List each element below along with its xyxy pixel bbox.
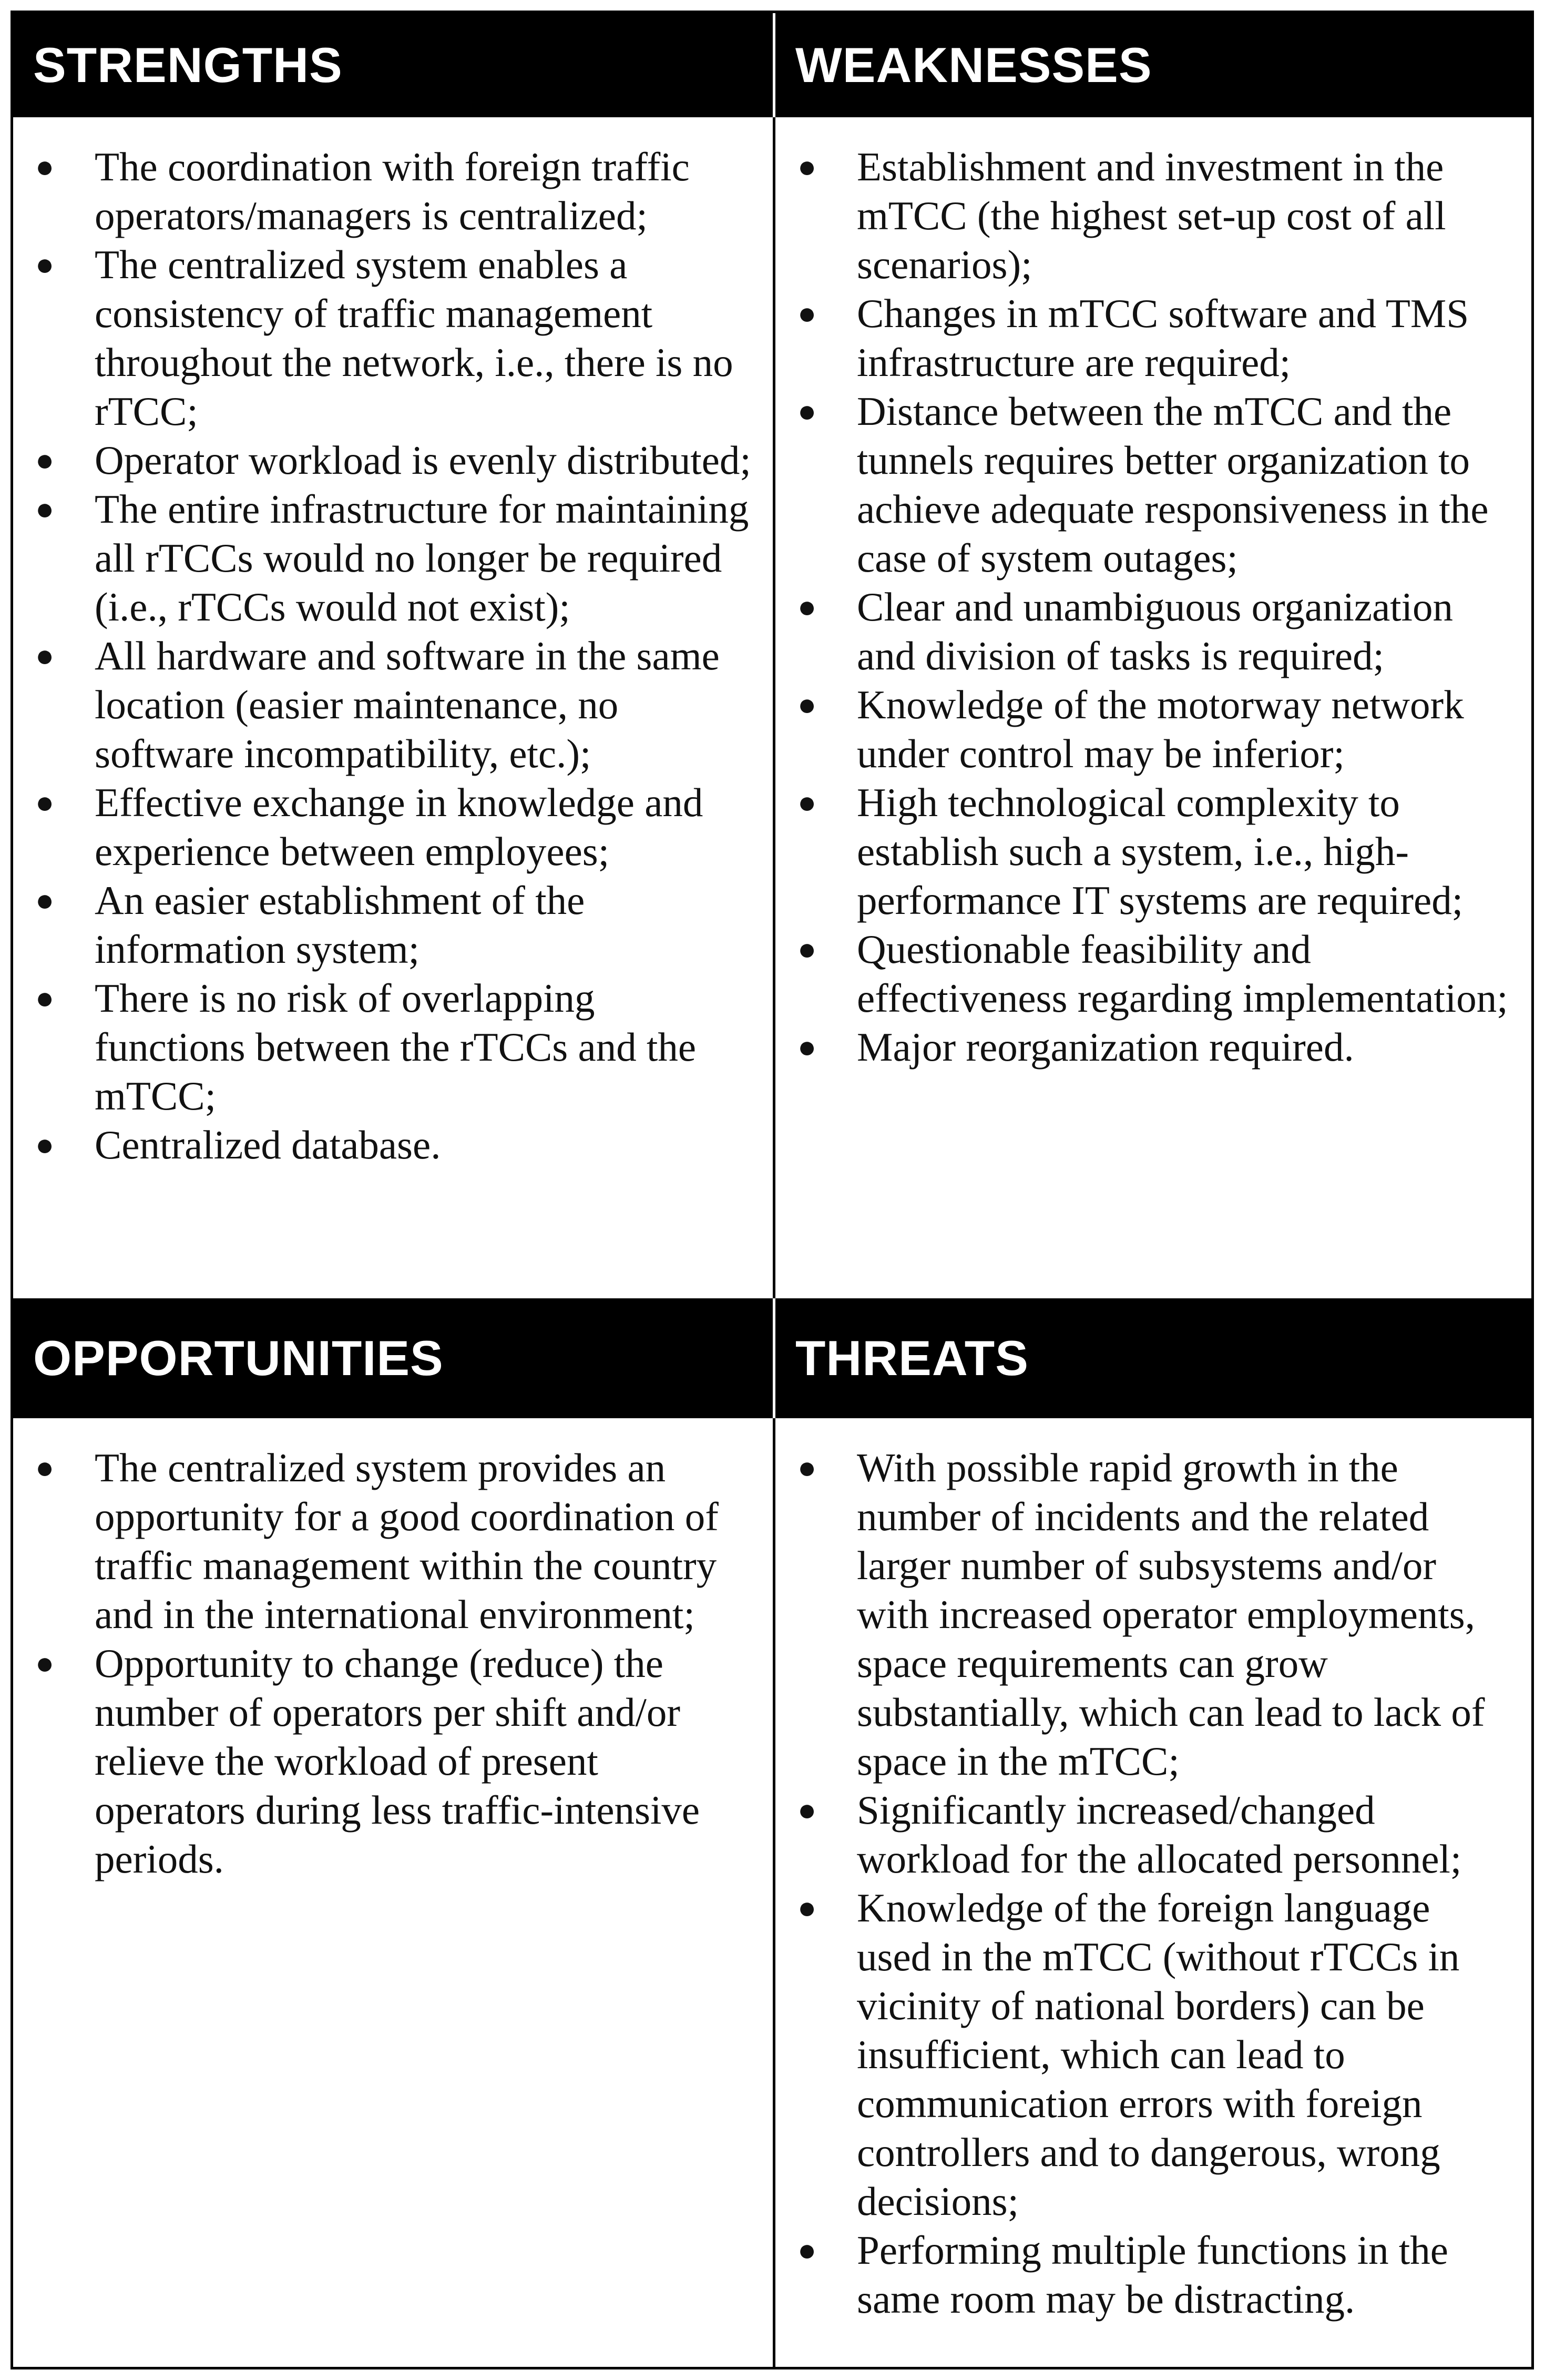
bullet-icon: ● [797, 149, 817, 184]
list-item: ● The centralized system provides an opportunity for a good coordination of traffic management within the country and in the international environment; [24, 1443, 752, 1639]
bullet-icon: ● [35, 981, 55, 1015]
bullet-icon: ● [797, 1450, 817, 1485]
bullet-icon: ● [35, 638, 55, 673]
bullet-icon: ● [797, 687, 817, 722]
list-item: ● There is no risk of overlapping functions between the rTCCs and the mTCC; [24, 974, 752, 1121]
bullet-icon: ● [35, 883, 55, 918]
list-item: ● Major reorganization required. [786, 1023, 1510, 1072]
list-item: ● Questionable feasibility and effectiveness regarding implementation; [786, 925, 1510, 1023]
strengths-list [24, 143, 752, 1169]
weaknesses-cell [773, 117, 1531, 1298]
opportunities-cell [13, 1418, 773, 2367]
bullet-icon: ● [35, 785, 55, 820]
bullet-icon: ● [35, 443, 55, 477]
bullet-icon: ● [797, 589, 817, 624]
list-item: ● The coordination with foreign traffic operators/managers is centralized; [24, 143, 752, 240]
bullet-icon: ● [35, 1646, 55, 1681]
list-item: ● With possible rapid growth in the number of incidents and the related larger number of subsystems and/or with increased operator employments, space requirements can grow substantially, which can lead to lack of space in the mTCC; [786, 1443, 1510, 1786]
bullet-icon: ● [35, 1450, 55, 1485]
threats-header: THREATS [773, 1298, 1531, 1418]
bullet-icon: ● [797, 2233, 817, 2267]
list-item: ● Opportunity to change (reduce) the number of operators per shift and/or relieve the workload of present operators during less traffic-intensive periods. [24, 1639, 752, 1884]
list-item: ● Significantly increased/changed workload for the allocated personnel; [786, 1786, 1510, 1884]
list-item: ● Clear and unambiguous organization and division of tasks is required; [786, 583, 1510, 680]
bullet-icon: ● [797, 785, 817, 820]
list-item: ● Changes in mTCC software and TMS infrastructure are required; [786, 289, 1510, 387]
bullet-icon: ● [797, 1793, 817, 1827]
list-item: ● All hardware and software in the same location (easier maintenance, no software incompatibility, etc.); [24, 632, 752, 778]
bullet-icon: ● [797, 1030, 817, 1064]
strengths-cell [13, 117, 773, 1298]
list-item: ● Knowledge of the foreign language used in the mTCC (without rTCCs in vicinity of national borders) can be insufficient, which can lead to communication errors with foreign controllers and to dangerous, wrong decisions; [786, 1884, 1510, 2226]
weaknesses-list [786, 143, 1510, 1072]
bullet-icon: ● [797, 394, 817, 429]
list-item: ● Knowledge of the motorway network under control may be inferior; [786, 680, 1510, 778]
bullet-icon: ● [35, 1127, 55, 1162]
list-item: ● An easier establishment of the information system; [24, 876, 752, 974]
list-item: ● Distance between the mTCC and the tunnels requires better organization to achieve adequate responsiveness in the case of system outages; [786, 387, 1510, 583]
bullet-icon: ● [797, 1890, 817, 1925]
list-item: ● Operator workload is evenly distributed; [24, 436, 752, 485]
list-item: ● Performing multiple functions in the same room may be distracting. [786, 2226, 1510, 2324]
strengths-header: STRENGTHS [13, 13, 773, 117]
bullet-icon: ● [35, 492, 55, 526]
bullet-icon: ● [797, 296, 817, 331]
list-item: ● The entire infrastructure for maintaining all rTCCs would no longer be required (i.e., rTCCs would not exist); [24, 485, 752, 632]
list-item: ● High technological complexity to establish such a system, i.e., high-performance IT systems are required; [786, 778, 1510, 925]
opportunities-list [24, 1443, 752, 1884]
list-item: ● Establishment and investment in the mTCC (the highest set-up cost of all scenarios); [786, 143, 1510, 289]
bullet-icon: ● [797, 932, 817, 967]
list-item: ● The centralized system enables a consistency of traffic management throughout the network, i.e., there is no rTCC; [24, 240, 752, 436]
bullet-icon: ● [35, 247, 55, 282]
swot-table [11, 11, 1534, 2369]
list-item: ● Effective exchange in knowledge and experience between employees; [24, 778, 752, 876]
list-item: ● Centralized database. [24, 1121, 752, 1169]
threats-list [786, 1443, 1510, 2324]
bullet-icon: ● [35, 149, 55, 184]
threats-cell [773, 1418, 1531, 2367]
opportunities-header: OPPORTUNITIES [13, 1298, 773, 1418]
weaknesses-header: WEAKNESSES [773, 13, 1531, 117]
